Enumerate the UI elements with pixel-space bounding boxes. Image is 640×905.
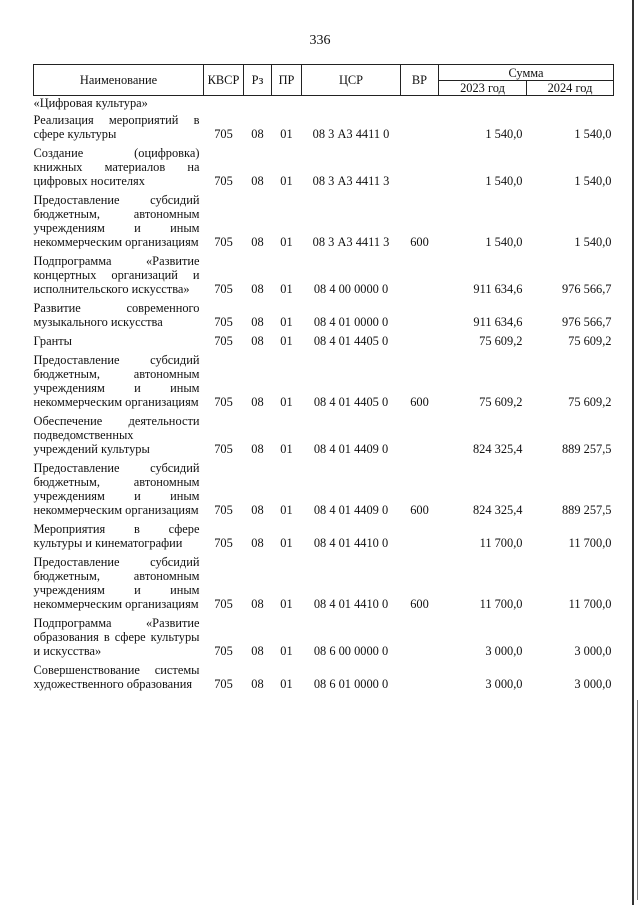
table-cell-2023: 1 540,0 bbox=[485, 127, 523, 141]
table-cell-vr bbox=[401, 331, 439, 350]
table-cell-vr bbox=[401, 613, 439, 660]
table-cell-2024: 976 566,7 bbox=[561, 282, 612, 296]
table-cell-kvsr: 705 bbox=[214, 174, 233, 188]
table-header bbox=[34, 65, 614, 96]
table-cell-2023: 824 325,4 bbox=[472, 442, 523, 456]
table-row bbox=[34, 458, 614, 519]
table-cell-name: Совершенствование системы художественного образования bbox=[33, 663, 200, 691]
table-cell-rz: 08 bbox=[251, 597, 264, 611]
page-number: 336 bbox=[309, 33, 331, 48]
table-cell-csr: 08 4 01 4405 0 bbox=[313, 334, 389, 348]
table-cell-2024: 1 540,0 bbox=[574, 174, 612, 188]
table-cell-pr: 01 bbox=[280, 334, 293, 348]
table-cell-vr bbox=[401, 411, 439, 458]
table-cell-csr: 08 4 01 4409 0 bbox=[313, 442, 389, 456]
table-cell-name: Развитие современного музыкального искусства bbox=[33, 301, 200, 329]
table-cell-rz: 08 bbox=[251, 127, 264, 141]
table-row bbox=[34, 519, 614, 552]
table-cell-2024: 889 257,5 bbox=[561, 442, 612, 456]
table-cell-2023: 75 609,2 bbox=[479, 395, 523, 409]
table-cell-rz: 08 bbox=[251, 334, 264, 348]
table-row bbox=[34, 190, 614, 251]
header-year-2024: 2024 год bbox=[527, 81, 614, 96]
table-body bbox=[34, 96, 614, 694]
scan-edge-line-secondary bbox=[637, 700, 638, 900]
table-cell-vr bbox=[401, 251, 439, 298]
table-cell-name: Реализация мероприятий в сфере культуры bbox=[33, 113, 200, 141]
table-cell-kvsr: 705 bbox=[214, 442, 233, 456]
header-rz: Рз bbox=[244, 65, 272, 96]
table-cell-vr: 600 bbox=[410, 597, 429, 611]
table-cell-name: Предоставление субсидий бюджетным, автономным учреждениям и иным некоммерческим организациям bbox=[33, 555, 200, 611]
header-kvsr: КВСР bbox=[204, 65, 244, 96]
table-cell-kvsr: 705 bbox=[214, 597, 233, 611]
table-row bbox=[34, 552, 614, 613]
table-row bbox=[34, 96, 614, 111]
table-cell-name: Предоставление субсидий бюджетным, автономным учреждениям и иным некоммерческим организациям bbox=[33, 461, 200, 517]
table-cell-pr bbox=[272, 96, 302, 111]
table-cell-kvsr: 705 bbox=[214, 503, 233, 517]
table-cell-2024: 889 257,5 bbox=[561, 503, 612, 517]
table-cell-2023: 11 700,0 bbox=[479, 536, 523, 550]
table-cell-csr bbox=[302, 96, 401, 111]
header-year-2023: 2023 год bbox=[439, 81, 527, 96]
table-cell-kvsr: 705 bbox=[214, 644, 233, 658]
table-cell-vr bbox=[401, 519, 439, 552]
table-cell-name: «Цифровая культура» bbox=[33, 96, 148, 110]
scan-edge-line bbox=[632, 0, 634, 905]
table-cell-rz: 08 bbox=[251, 315, 264, 329]
table-row bbox=[34, 331, 614, 350]
table-cell-pr: 01 bbox=[280, 235, 293, 249]
table-cell-2023: 911 634,6 bbox=[473, 282, 523, 296]
header-vr: ВР bbox=[401, 65, 439, 96]
table-cell-csr: 08 4 01 0000 0 bbox=[313, 315, 389, 329]
budget-table bbox=[33, 64, 614, 693]
table-cell-2024: 3 000,0 bbox=[574, 677, 612, 691]
table-cell-pr: 01 bbox=[280, 644, 293, 658]
table-cell-vr: 600 bbox=[410, 503, 429, 517]
table-cell-kvsr: 705 bbox=[214, 282, 233, 296]
table-cell-2023: 75 609,2 bbox=[479, 334, 523, 348]
table-cell-vr bbox=[401, 660, 439, 693]
table-cell-pr: 01 bbox=[280, 282, 293, 296]
header-pr: ПР bbox=[272, 65, 302, 96]
table-cell-rz: 08 bbox=[251, 442, 264, 456]
table-cell-kvsr bbox=[204, 96, 244, 111]
table-cell-2024: 3 000,0 bbox=[574, 644, 612, 658]
table-cell-rz: 08 bbox=[251, 282, 264, 296]
table-cell-csr: 08 4 01 4410 0 bbox=[313, 597, 389, 611]
table-cell-rz bbox=[244, 96, 272, 111]
table-cell-vr: 600 bbox=[410, 235, 429, 249]
table-cell-2024: 75 609,2 bbox=[568, 395, 612, 409]
table-cell-rz: 08 bbox=[251, 235, 264, 249]
table-row bbox=[34, 143, 614, 190]
table-cell-2023: 3 000,0 bbox=[485, 677, 523, 691]
table-cell-2023: 1 540,0 bbox=[485, 235, 523, 249]
table-cell-csr: 08 3 А3 4411 0 bbox=[312, 127, 390, 141]
table-cell-vr bbox=[401, 143, 439, 190]
table-cell-pr: 01 bbox=[280, 677, 293, 691]
table-cell-kvsr: 705 bbox=[214, 334, 233, 348]
table-cell-2024: 11 700,0 bbox=[568, 597, 612, 611]
table-row bbox=[34, 660, 614, 693]
table-cell-kvsr: 705 bbox=[214, 395, 233, 409]
header-sum: Сумма bbox=[439, 65, 614, 81]
table-cell-pr: 01 bbox=[280, 315, 293, 329]
table-cell-2024: 1 540,0 bbox=[574, 127, 612, 141]
table-cell-vr bbox=[401, 298, 439, 331]
table-cell-name: Подпрограмма «Развитие образования в сфере культуры и искусства» bbox=[33, 616, 200, 658]
table-cell-name: Предоставление субсидий бюджетным, автономным учреждениям и иным некоммерческим организациям bbox=[33, 353, 200, 409]
table-cell-rz: 08 bbox=[251, 644, 264, 658]
table-cell-csr: 08 3 А3 4411 3 bbox=[312, 235, 390, 249]
table-cell-vr: 600 bbox=[410, 395, 429, 409]
table-cell-kvsr: 705 bbox=[214, 235, 233, 249]
table-cell-csr: 08 4 00 0000 0 bbox=[313, 282, 389, 296]
table-row bbox=[34, 350, 614, 411]
table-cell-rz: 08 bbox=[251, 503, 264, 517]
table-cell-rz: 08 bbox=[251, 174, 264, 188]
table-cell-pr: 01 bbox=[280, 442, 293, 456]
table-cell-2024: 11 700,0 bbox=[568, 536, 612, 550]
table-cell-vr bbox=[401, 96, 439, 111]
table-cell-2023: 11 700,0 bbox=[479, 597, 523, 611]
header-name: Наименование bbox=[34, 65, 204, 96]
table-cell-kvsr: 705 bbox=[214, 677, 233, 691]
table-cell-csr: 08 4 01 4405 0 bbox=[313, 395, 389, 409]
table-cell-vr bbox=[401, 110, 439, 143]
table-cell-2024 bbox=[527, 96, 614, 111]
table-cell-rz: 08 bbox=[251, 536, 264, 550]
table-cell-pr: 01 bbox=[280, 174, 293, 188]
table-cell-2023 bbox=[439, 96, 527, 111]
table-cell-2023: 911 634,6 bbox=[473, 315, 523, 329]
table-cell-csr: 08 4 01 4409 0 bbox=[313, 503, 389, 517]
table-cell-pr: 01 bbox=[280, 536, 293, 550]
table-row bbox=[34, 251, 614, 298]
table-cell-csr: 08 4 01 4410 0 bbox=[313, 536, 389, 550]
table-cell-name: Обеспечение деятельности подведомственных учреждений культуры bbox=[33, 414, 200, 456]
table-row bbox=[34, 613, 614, 660]
table-cell-csr: 08 6 01 0000 0 bbox=[313, 677, 389, 691]
table-cell-csr: 08 6 00 0000 0 bbox=[313, 644, 389, 658]
table-cell-2024: 75 609,2 bbox=[568, 334, 612, 348]
table-cell-kvsr: 705 bbox=[214, 315, 233, 329]
table-cell-name: Подпрограмма «Развитие концертных организаций и исполнительского искусства» bbox=[33, 254, 200, 296]
table-cell-2023: 3 000,0 bbox=[485, 644, 523, 658]
table-cell-rz: 08 bbox=[251, 677, 264, 691]
table-cell-pr: 01 bbox=[280, 127, 293, 141]
table-cell-kvsr: 705 bbox=[214, 127, 233, 141]
table-cell-csr: 08 3 А3 4411 3 bbox=[312, 174, 390, 188]
table-cell-name: Гранты bbox=[33, 334, 72, 348]
table-cell-name: Предоставление субсидий бюджетным, автономным учреждениям и иным некоммерческим организациям bbox=[33, 193, 200, 249]
table-row bbox=[34, 110, 614, 143]
table-cell-2023: 1 540,0 bbox=[485, 174, 523, 188]
table-cell-rz: 08 bbox=[251, 395, 264, 409]
table-cell-2024: 976 566,7 bbox=[561, 315, 612, 329]
table-cell-2023: 824 325,4 bbox=[472, 503, 523, 517]
table-cell-2024: 1 540,0 bbox=[574, 235, 612, 249]
table-cell-kvsr: 705 bbox=[214, 536, 233, 550]
table-row bbox=[34, 411, 614, 458]
table-row bbox=[34, 298, 614, 331]
table-cell-pr: 01 bbox=[280, 597, 293, 611]
budget-table-container bbox=[33, 64, 613, 693]
header-csr: ЦСР bbox=[302, 65, 401, 96]
table-cell-name: Создание (оцифровка) книжных материалов на цифровых носителях bbox=[33, 146, 200, 188]
table-cell-pr: 01 bbox=[280, 395, 293, 409]
table-cell-pr: 01 bbox=[280, 503, 293, 517]
table-cell-name: Мероприятия в сфере культуры и кинематографии bbox=[33, 522, 200, 550]
